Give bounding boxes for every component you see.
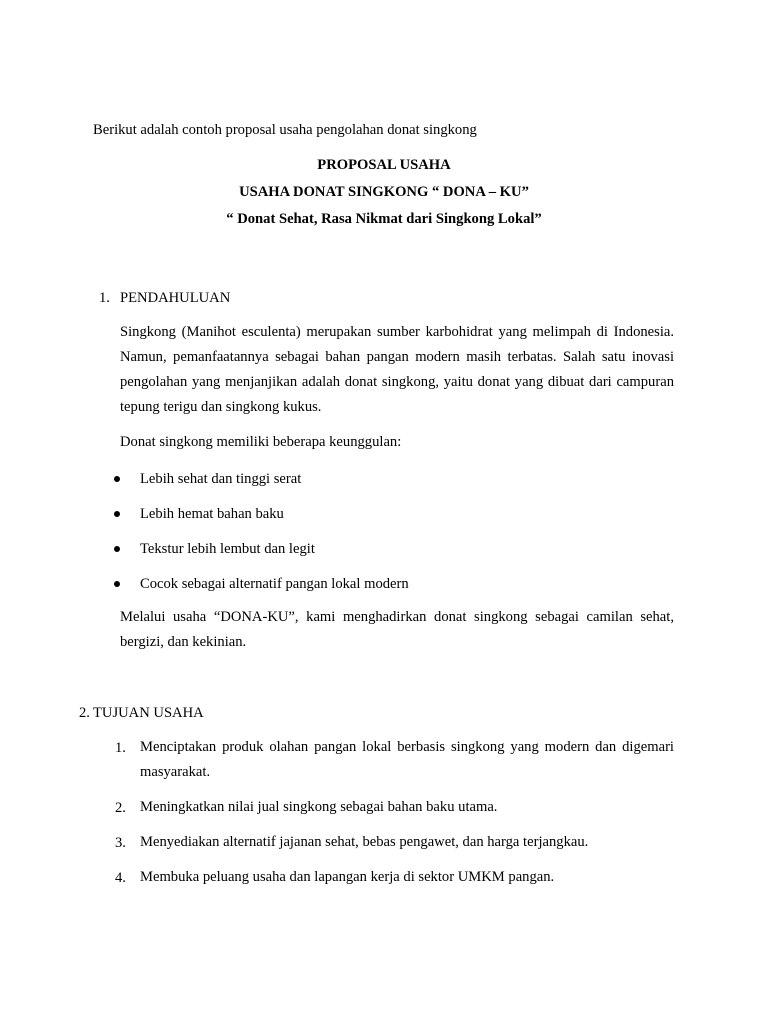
paragraph-dona-ku: Melalui usaha “DONA-KU”, kami menghadirkan donat singkong sebagai camilan sehat, bergizi, dan kekinian. (120, 609, 674, 650)
bullet-icon (114, 511, 120, 517)
list-item: Menyediakan alternatif jajanan sehat, bebas pengawet, dan harga terjangkau. (140, 834, 589, 850)
title-tagline: “ Donat Sehat, Rasa Nikmat dari Singkong Lokal” (226, 211, 542, 227)
list-number: 3. (115, 835, 126, 851)
paragraph-singkong-intro: Singkong (Manihot esculenta) merupakan sumber karbohidrat yang melimpah di Indonesia. Namun, pemanfaatannya sebagai bahan pangan modern masih terbatas. Salah satu inovasi pengolahan yang menjanjikan adalah donat singkong, yaitu donat yang dibuat dari campuran tepung terigu dan singkong kukus. (120, 324, 674, 415)
section-heading-pendahuluan: PENDAHULUAN (120, 290, 231, 306)
bullet-icon (114, 546, 120, 552)
section-heading-tujuan: TUJUAN USAHA (93, 705, 204, 721)
list-item: Meningkatkan nilai jual singkong sebagai bahan baku utama. (140, 799, 498, 815)
section-number: 1. (99, 290, 110, 306)
bullet-item: Cocok sebagai alternatif pangan lokal modern (140, 576, 409, 592)
list-item: Membuka peluang usaha dan lapangan kerja di sektor UMKM pangan. (140, 869, 555, 885)
list-number: 4. (115, 870, 126, 886)
list-item: Menciptakan produk olahan pangan lokal berbasis singkong yang modern dan digemari masyarakat. (140, 739, 674, 780)
list-number: 2. (115, 800, 126, 816)
bullet-icon (114, 581, 120, 587)
list-number: 1. (115, 740, 126, 756)
title-proposal: PROPOSAL USAHA (317, 157, 451, 173)
bullet-item: Tekstur lebih lembut dan legit (140, 541, 315, 557)
bullet-item: Lebih sehat dan tinggi serat (140, 471, 302, 487)
paragraph-keunggulan-lead: Donat singkong memiliki beberapa keunggulan: (120, 434, 402, 450)
section-number: 2. (79, 705, 90, 721)
title-business-name: USAHA DONAT SINGKONG “ DONA – KU” (239, 184, 529, 200)
bullet-item: Lebih hemat bahan baku (140, 506, 284, 522)
intro-text: Berikut adalah contoh proposal usaha pengolahan donat singkong (93, 122, 477, 138)
bullet-icon (114, 476, 120, 482)
